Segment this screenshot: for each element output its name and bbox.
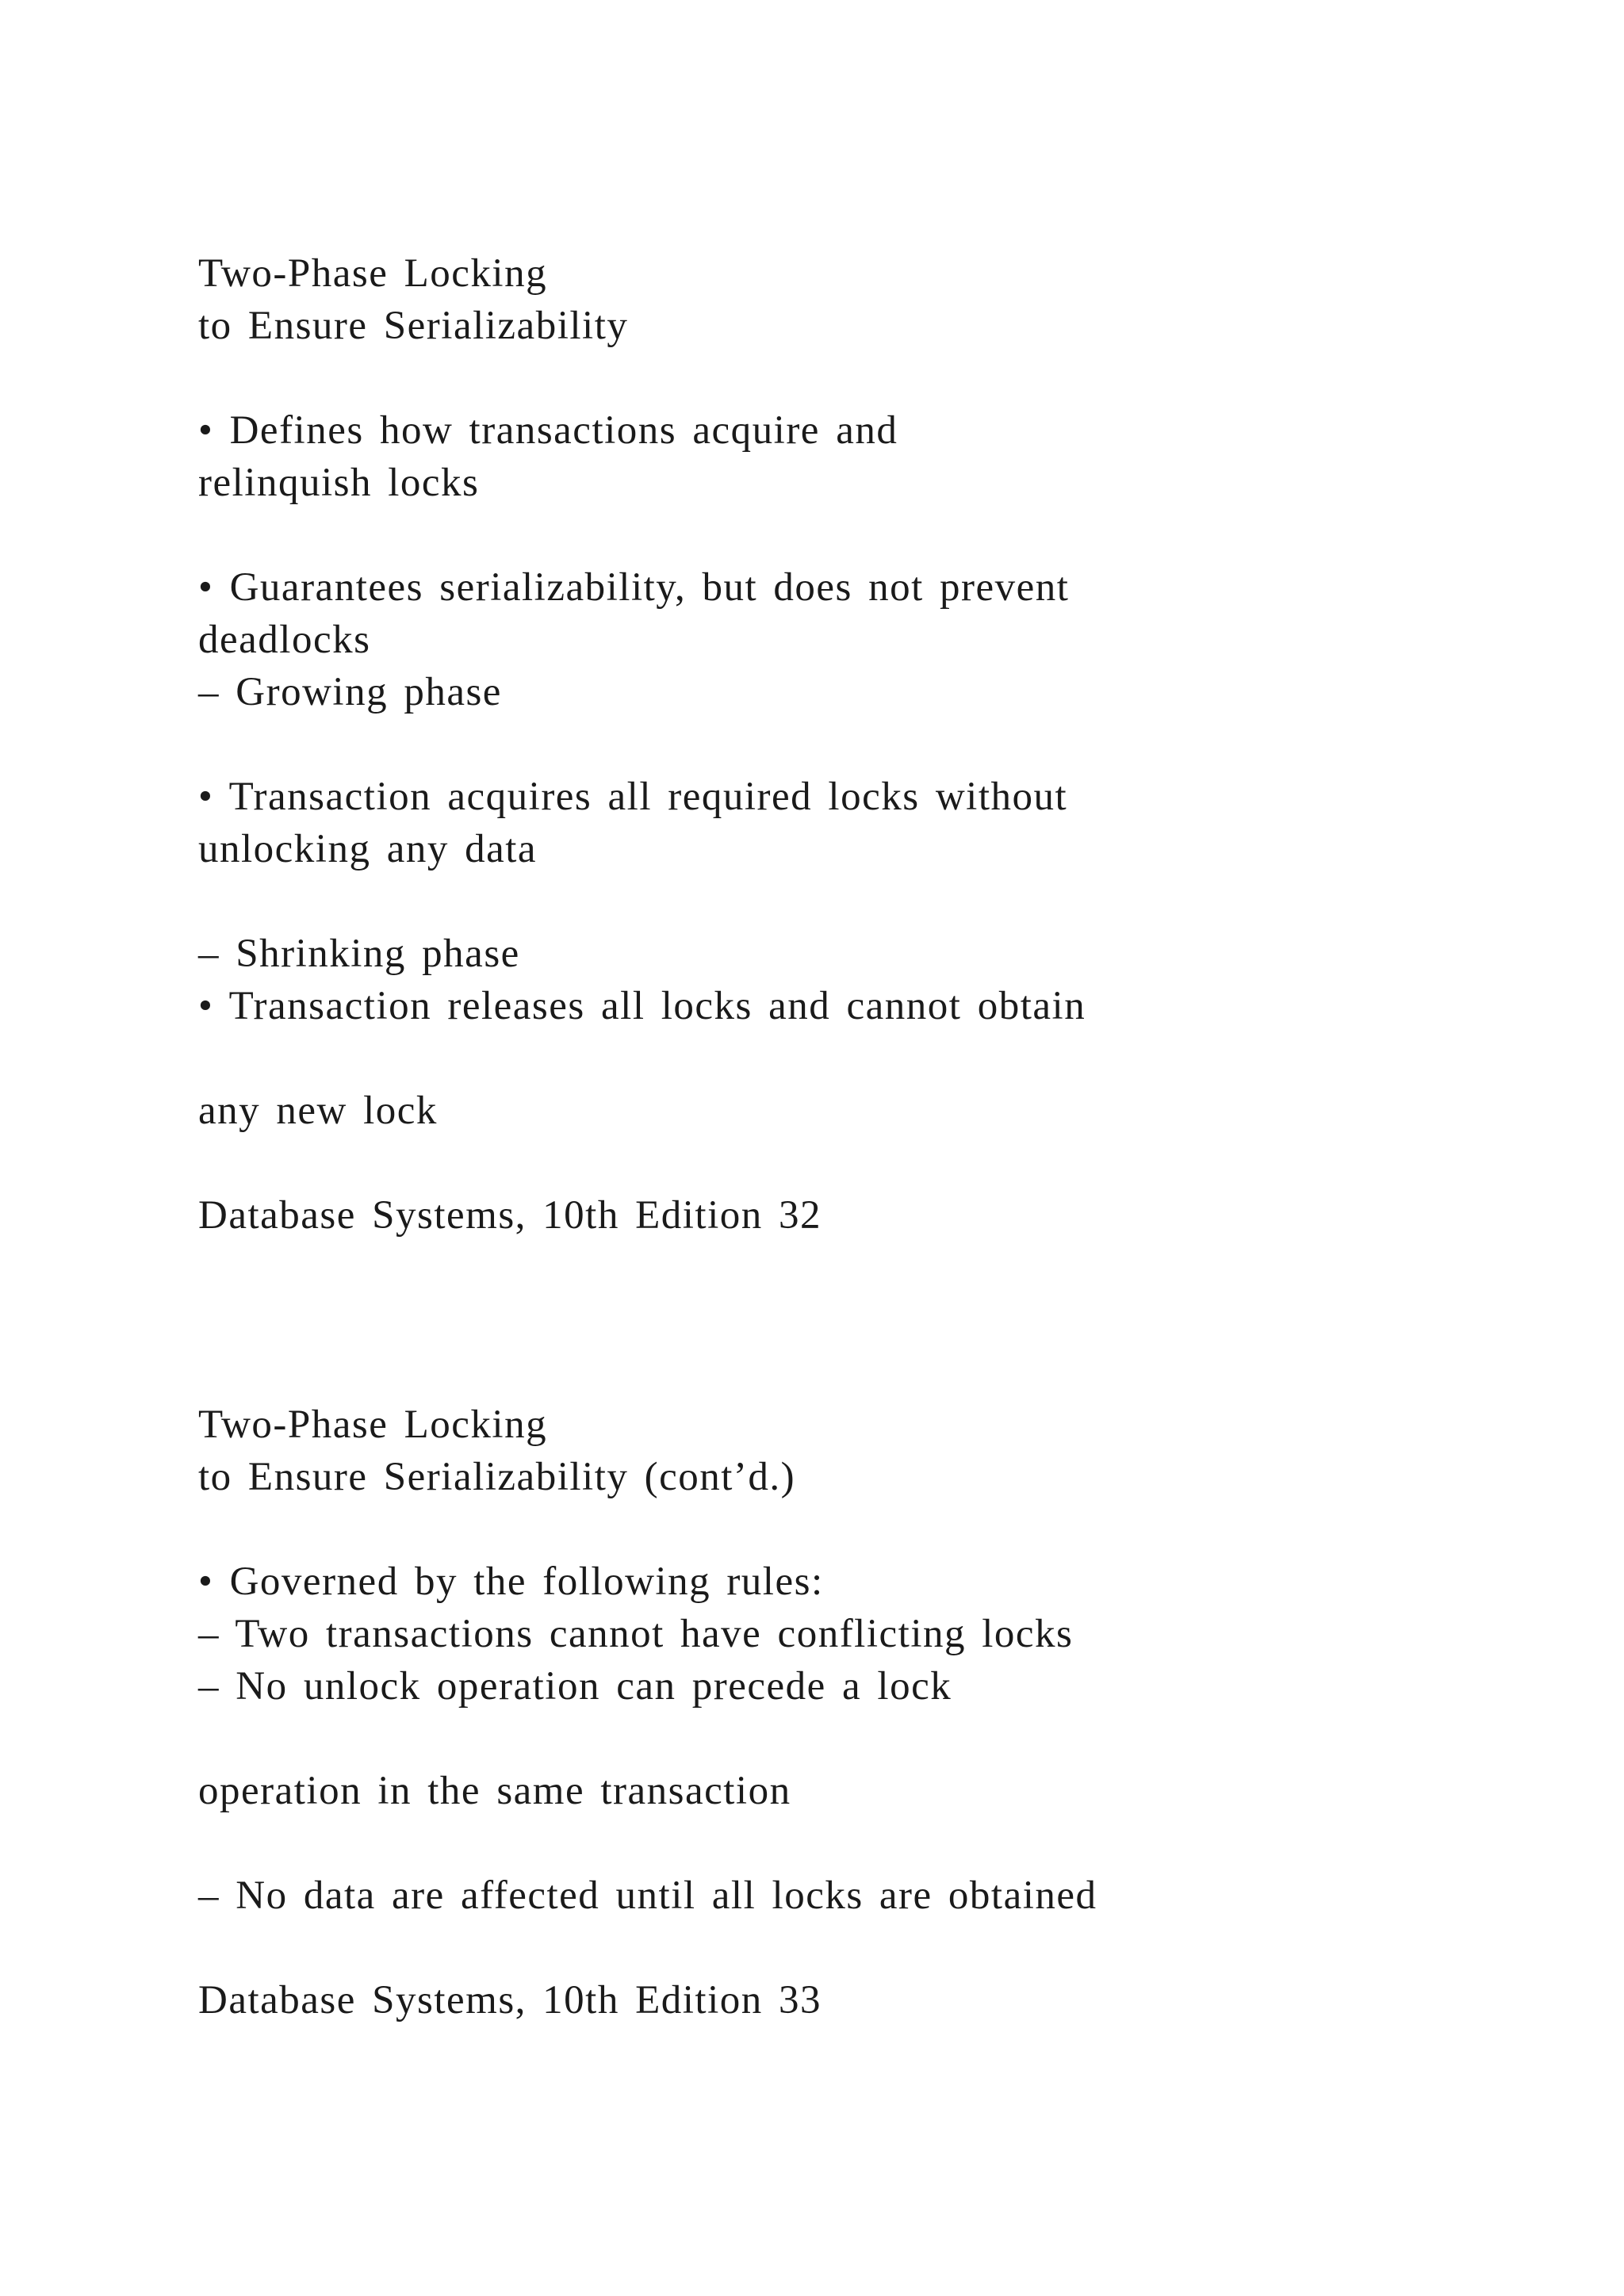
section-2-footer: Database Systems, 10th Edition 33 — [198, 1978, 822, 2022]
section-2-rule-1: – Two transactions cannot have conflicting locks — [198, 1612, 1074, 1656]
section-2-title-line-1: Two-Phase Locking — [198, 1402, 548, 1447]
section-2-rule-3: – No data are affected until all locks are obtained — [198, 1873, 1097, 1918]
section-2-rule-2-cont: operation in the same transaction — [198, 1769, 791, 1813]
section-1-bullet-4-cont: any new lock — [198, 1089, 438, 1133]
section-1-bullet-2-cont: deadlocks — [198, 618, 371, 662]
section-1-title-line-2: to Ensure Serializability — [198, 304, 629, 348]
section-1-shrinking-phase: – Shrinking phase — [198, 932, 520, 976]
section-1-bullet-2: • Guarantees serializability, but does not prevent — [198, 565, 1070, 610]
section-1-bullet-1-cont: relinquish locks — [198, 461, 480, 505]
section-1-bullet-4: • Transaction releases all locks and cannot obtain — [198, 984, 1086, 1028]
section-1-growing-phase: – Growing phase — [198, 670, 502, 714]
section-1-title-line-1: Two-Phase Locking — [198, 251, 548, 296]
section-2-bullet-1: • Governed by the following rules: — [198, 1559, 824, 1604]
section-2-rule-2: – No unlock operation can precede a lock — [198, 1664, 952, 1709]
section-1-bullet-3-cont: unlocking any data — [198, 827, 538, 871]
section-2-title-line-2: to Ensure Serializability (cont’d.) — [198, 1455, 796, 1499]
section-1-footer: Database Systems, 10th Edition 32 — [198, 1193, 822, 1238]
section-1-bullet-1: • Defines how transactions acquire and — [198, 408, 898, 453]
section-1-bullet-3: • Transaction acquires all required locks without — [198, 775, 1068, 819]
